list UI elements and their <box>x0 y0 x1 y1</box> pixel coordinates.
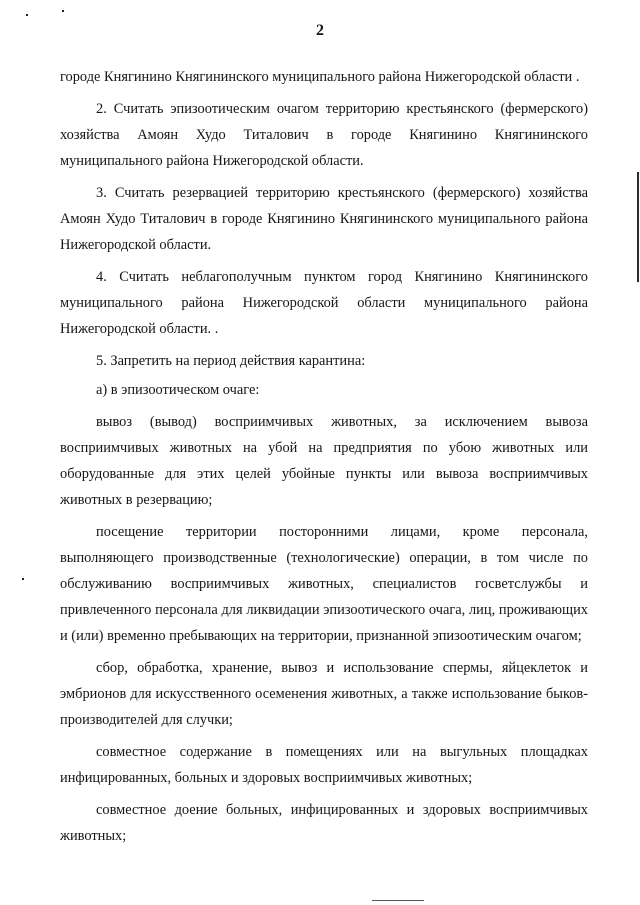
prohibition-semen-handling: сбор, обработка, хранение, вывоз и использование спермы, яйцеклеток и эмбрионов для искусственного осеменения животных, а также использование быков-производителей для случки; <box>60 660 588 728</box>
scan-speck <box>62 10 64 12</box>
paragraph-item-2: 2. Считать эпизоотическим очагом территорию крестьянского (фермерского) хозяйства Амоян Худо Титалович в городе Княгинино Княгининского муниципального района Нижегородской области. <box>60 101 588 169</box>
scan-speck <box>26 14 28 16</box>
paragraph-item-3: 3. Считать резервацией территорию крестьянского (фермерского) хозяйства Амоян Худо Титалович в городе Княгинино Княгининского муниципального района Нижегородской области. <box>60 185 588 253</box>
scan-edge-mark <box>637 172 639 282</box>
document-body <box>60 64 588 855</box>
prohibition-visits: посещение территории посторонними лицами, кроме персонала, выполняющего производственные (технологические) операции, в том числе по обслуживанию восприимчивых животных, специалистов госветслужбы и привлеченного персонала для ликвидации эпизоотического очага, лиц, проживающих и (или) временно пребывающих на территории, признанной эпизоотическим очагом; <box>60 524 588 644</box>
prohibition-animal-export: вывоз (вывод) восприимчивых животных, за исключением вывоза восприимчивых животных на убой на предприятия по убою животных или оборудованные для этих целей убойные пункты или вывоза восприимчивых животных в резервацию; <box>60 414 588 508</box>
paragraph-item-4: 4. Считать неблагополучным пунктом город Княгинино Княгининского муниципального района Нижегородской области муниципального района Нижегородской области. . <box>60 269 588 337</box>
subheading-episootic-focus: а) в эпизоотическом очаге: <box>96 382 260 398</box>
scan-bottom-mark <box>372 900 424 901</box>
paragraph-item-5: 5. Запретить на период действия карантина: <box>96 353 366 369</box>
paragraph-continuation: городе Княгинино Княгининского муниципального района Нижегородской области . <box>60 69 580 85</box>
prohibition-joint-keeping: совместное содержание в помещениях или на выгульных площадках инфицированных, больных и здоровых восприимчивых животных; <box>60 744 588 786</box>
scan-speck <box>22 578 24 580</box>
prohibition-joint-milking: совместное доение больных, инфицированных и здоровых восприимчивых животных; <box>60 802 588 844</box>
page-number: 2 <box>316 22 324 39</box>
